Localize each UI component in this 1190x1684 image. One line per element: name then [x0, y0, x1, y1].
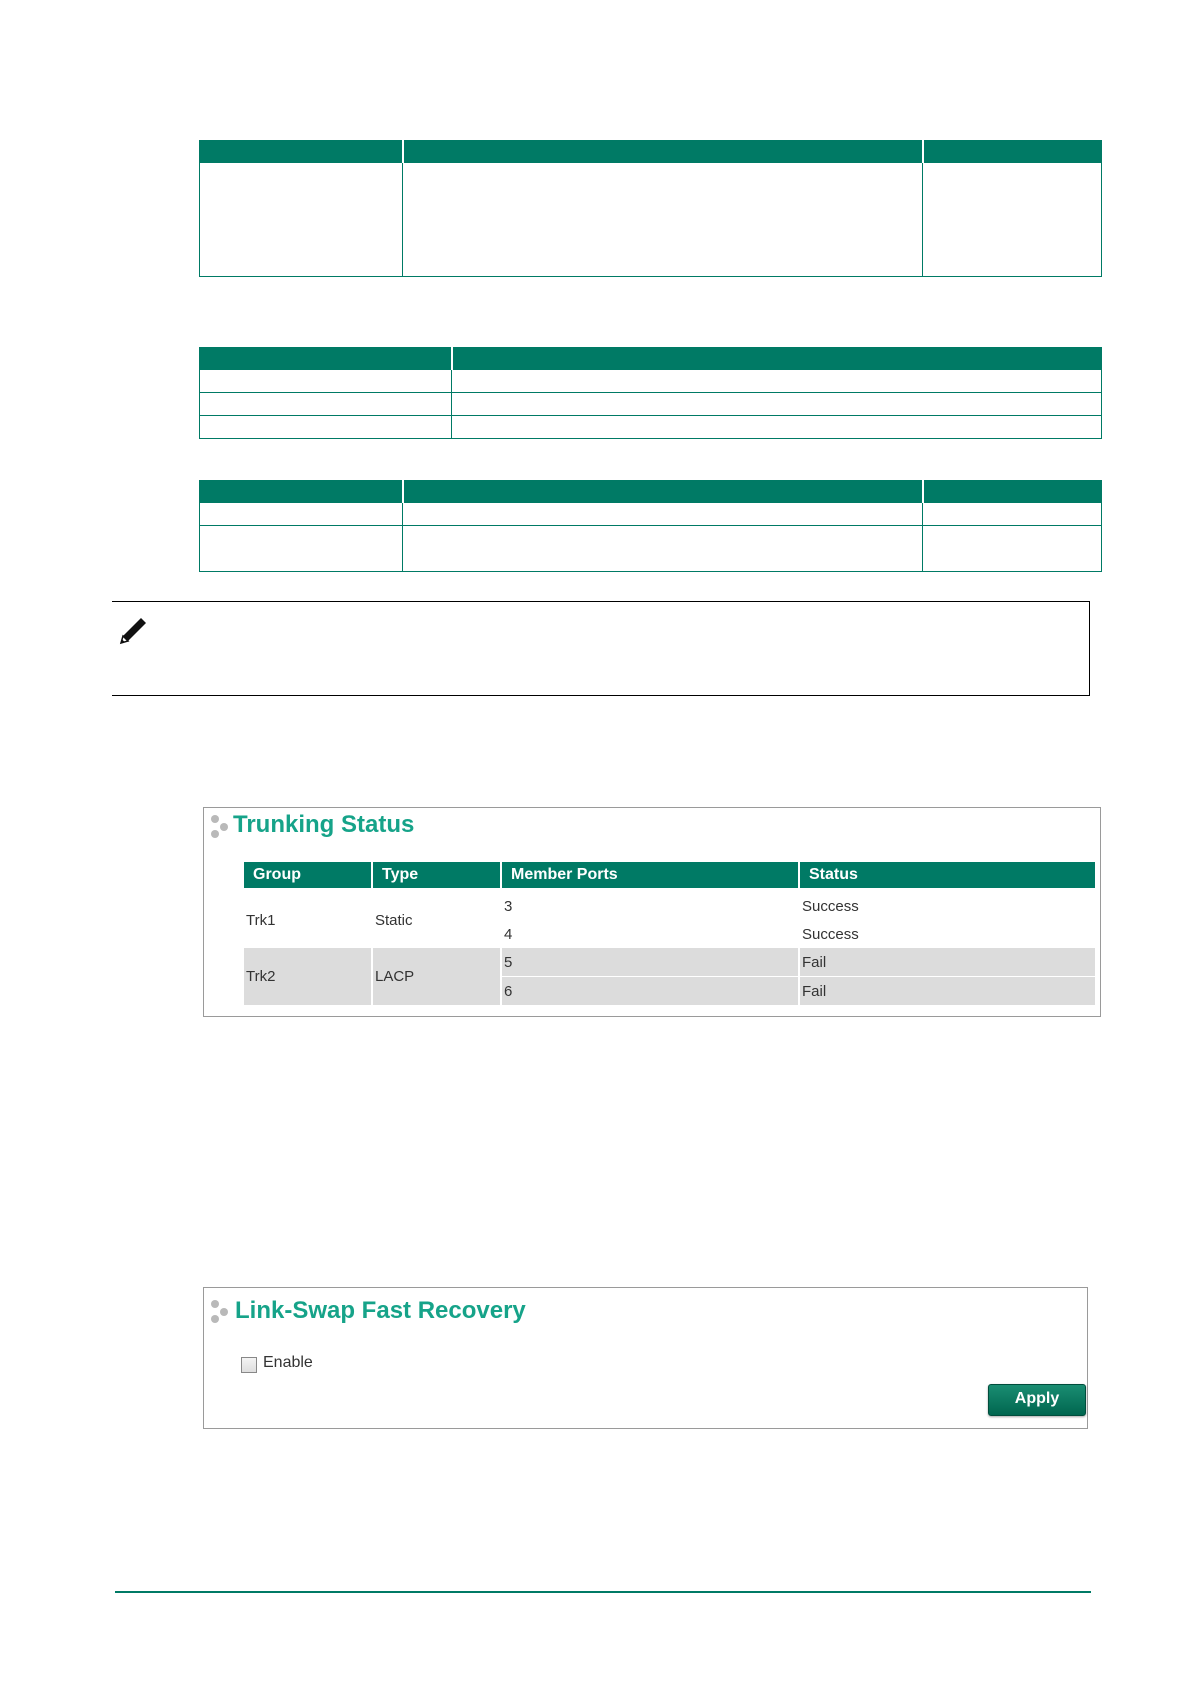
- trunking-status-table: [242, 862, 1097, 1005]
- apply-button[interactable]: Apply: [988, 1384, 1086, 1416]
- type-cell: Static: [375, 911, 413, 929]
- column-header-type: Type: [373, 862, 500, 888]
- member-port-cell: 4: [504, 925, 513, 943]
- table-row: [244, 920, 1095, 948]
- status-cell: Fail: [800, 977, 1095, 1005]
- status-cell: Success: [802, 897, 859, 915]
- link-swap-panel: [203, 1287, 1088, 1429]
- table-row: [244, 948, 1095, 977]
- note-box: [112, 601, 1090, 696]
- dots-icon: [211, 1300, 233, 1324]
- status-cell: Success: [802, 925, 859, 943]
- type-cell: LACP: [373, 948, 500, 1005]
- member-port-cell: 5: [502, 948, 798, 977]
- enable-label: Enable: [263, 1354, 313, 1371]
- column-header-group: Group: [244, 862, 371, 888]
- dots-icon: [211, 815, 233, 839]
- footer-divider: [115, 1591, 1091, 1593]
- column-header-member-ports: Member Ports: [502, 862, 798, 888]
- member-port-cell: 3: [504, 897, 513, 915]
- doc-table-2: [199, 347, 1102, 439]
- doc-table-1: [199, 140, 1102, 277]
- group-cell: Trk1: [246, 911, 276, 929]
- status-cell: Fail: [800, 948, 1095, 977]
- column-header-status: Status: [800, 862, 1095, 888]
- trunking-status-panel: [203, 807, 1101, 1017]
- table-row: [244, 892, 1095, 920]
- pencil-icon: [115, 612, 151, 648]
- table-row: [244, 977, 1095, 1005]
- group-cell: Trk2: [244, 948, 371, 1005]
- member-port-cell: 6: [502, 977, 798, 1005]
- trunking-status-title: Trunking Status: [233, 811, 415, 838]
- link-swap-title: Link-Swap Fast Recovery: [235, 1297, 526, 1324]
- doc-table-3: [199, 480, 1102, 572]
- enable-checkbox[interactable]: [241, 1357, 257, 1373]
